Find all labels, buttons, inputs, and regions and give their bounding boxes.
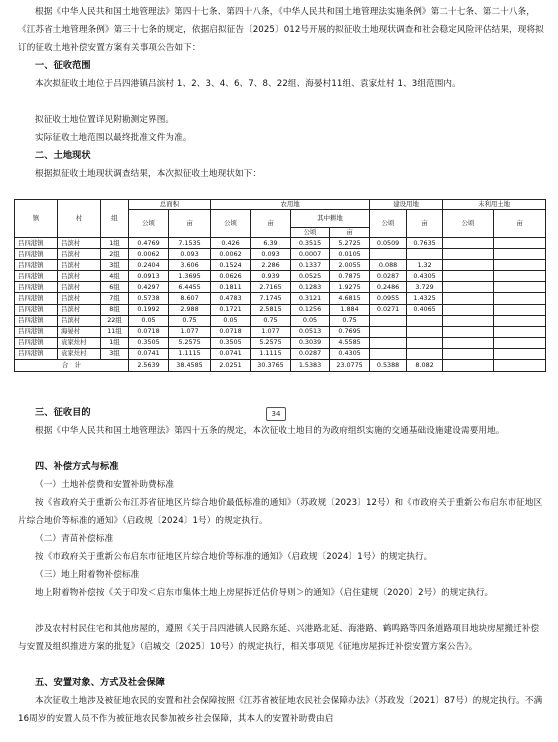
table-total-row [15,360,546,372]
section-1-title: 一、征收范围 [35,60,91,71]
table-cell: 0.3505 [129,337,169,348]
table-cell [443,249,494,260]
table-cell: 1.5383 [291,360,330,372]
table-cell: 2.0251 [211,360,251,372]
table-cell: 7.1535 [169,238,211,249]
table-cell [443,260,494,271]
table-cell: 2.0055 [330,260,370,271]
section-4-paragraph-4: 涉及农村村民住宅和其他房屋的，遵照《关于吕四港镇人民路东延、兴港路北延、海港路、鹤鸣路等四条道路项目地块房屋搬迁补偿与安置及组织推进方案的批复》（启城交〔2025〕10号）的规定执行，相关事项见《征地房屋拆迁补偿安置方案公告》。 [18,624,540,652]
table-cell: 0.5738 [129,293,169,304]
table-cell: 吕四港镇 [15,293,58,304]
header-town: 镇 [15,200,58,238]
table-cell: 0.0913 [129,271,169,282]
table-cell: 吕滨村 [58,304,101,315]
unit-mu: 亩 [169,210,211,238]
table-cell: 0.0105 [330,249,370,260]
table-cell [494,249,546,260]
table-cell: 0.4769 [129,238,169,249]
header-village: 村 [58,200,101,238]
table-cell: 0.1811 [211,282,251,293]
table-cell: 0.7695 [330,326,370,337]
table-cell [443,282,494,293]
table-cell: 0.0741 [211,348,251,359]
table-cell [443,271,494,282]
section-2-paragraph-1: 根据拟征收土地现状调查结果，本次拟征收土地现状如下： [35,169,262,179]
table-cell: 0.093 [169,249,211,260]
table-cell: 8组 [101,304,129,315]
intro-paragraph: 根据《中华人民共和国土地管理法》第四十七条、第四十八条，《中华人民共和国土地管理法实施条例》第二十七条、第二十八条，《江苏省土地管理条例》第三十七条的规定，依据启拟征告〔2025〕012号开展的拟征收土地现状调查和社会稳定风险评估结果，现将拟订的征收土地补偿安置方案有关事项公告如下： [18,7,544,53]
table-cell: 1组 [101,337,129,348]
table-cell [443,326,494,337]
table-cell: 吕滨村 [58,315,101,326]
table-cell [494,271,546,282]
table-row [15,348,546,359]
unit-hectare: 公顷 [129,210,169,238]
table-cell: 2.5639 [129,360,169,372]
table-cell: 0.1283 [291,282,330,293]
table-cell: 0.1992 [129,304,169,315]
table-cell: 2组 [101,249,129,260]
table-row [15,282,546,293]
table-cell: 4.5585 [330,337,370,348]
table-cell: 0.7875 [330,271,370,282]
table-row [15,293,546,304]
section-4-paragraph-3: 地上附着物补偿按《关于印发＜启东市集体土地上房屋拆迁估价导则＞的通知》（启住建规〔2020〕2号）的规定执行。 [35,588,494,598]
table-cell: 1.077 [251,326,291,337]
table-cell: 7组 [101,293,129,304]
table-cell [494,282,546,293]
table-cell: 2.286 [251,260,291,271]
unit-hectare: 公顷 [211,210,251,238]
table-cell: 0.3039 [291,337,330,348]
total-label: 合 计 [15,360,129,372]
table-cell: 1.1115 [169,348,211,359]
table-cell: 1.077 [169,326,211,337]
table-cell: 2.5815 [251,304,291,315]
table-cell [494,260,546,271]
header-farmland: 农用地 [211,200,370,210]
table-cell: 袁家灶村 [58,337,101,348]
page-number-badge[interactable]: 34 [266,407,286,421]
table-cell: 0.088 [370,260,407,271]
table-cell: 4.6815 [330,293,370,304]
table-cell: 0.5388 [370,360,407,372]
table-cell [407,348,443,359]
table-cell: 3组 [101,348,129,359]
table-cell [494,293,546,304]
section-4-sub-1: （一）土地补偿费和安置补助费标准 [35,480,175,490]
table-cell: 1.1115 [251,348,291,359]
table-cell: 0.1256 [291,304,330,315]
table-cell: 0.0509 [370,238,407,249]
section-3-title: 三、征收目的 [35,407,91,418]
table-cell: 0.4783 [211,293,251,304]
section-1-paragraph-2: 拟征收土地位置详见附勘测定界图。 [35,115,175,125]
table-cell: 吕滨村 [58,260,101,271]
table-cell: 吕四港镇 [15,271,58,282]
table-cell: 吕四港镇 [15,238,58,249]
table-cell: 0.4065 [407,304,443,315]
header-construction-land: 建设用地 [370,200,443,210]
table-cell: 3.729 [407,282,443,293]
table-cell: 海晏村 [58,326,101,337]
unit-hectare: 公顷 [443,210,494,238]
land-status-table [14,199,546,372]
unit-mu: 亩 [330,228,370,238]
section-4-sub-2: （二）青苗补偿标准 [35,534,114,544]
table-cell: 0.4305 [407,271,443,282]
table-cell: 5.2725 [330,238,370,249]
table-cell: 6.4455 [169,282,211,293]
table-cell [443,315,494,326]
table-cell: 11组 [101,326,129,337]
table-cell: 吕四港镇 [15,348,58,359]
table-cell: 0.3121 [291,293,330,304]
table-cell: 0.0741 [129,348,169,359]
table-cell: 0.75 [169,315,211,326]
table-cell [494,326,546,337]
table-row [15,271,546,282]
table-cell: 0.0955 [370,293,407,304]
table-cell: 吕滨村 [58,249,101,260]
table-cell: 0.4305 [330,348,370,359]
header-of-which-cultivated: 其中耕地 [291,210,370,228]
table-row [15,337,546,348]
table-cell [494,337,546,348]
table-cell: 3.606 [169,260,211,271]
table-cell [443,348,494,359]
table-cell: 0.75 [251,315,291,326]
table-cell: 30.3765 [251,360,291,372]
section-4-sub-3: （三）地上附着物补偿标准 [35,570,140,580]
table-cell: 吕四港镇 [15,326,58,337]
table-cell [494,315,546,326]
section-5-paragraph-1: 本次征收土地涉及被征地农民的安置和社会保障按照《江苏省被征地农民社会保障办法》（苏政发〔2021〕87号）的规定执行。不满16周岁的安置人员不作为被征地农民参加被乡社会保障，其本人的安置补助费由启 [18,696,543,724]
table-cell: 1.32 [407,260,443,271]
table-cell: 5.2575 [251,337,291,348]
table-cell [494,238,546,249]
table-cell: 0.939 [251,271,291,282]
table-cell: 袁家灶村 [58,348,101,359]
section-4-paragraph-2: 按《市政府关于重新公布启东市征地区片综合地价等标准的通知》（启政规〔2024〕1号）的规定执行。 [35,552,433,562]
table-cell [443,238,494,249]
table-cell: 0.7635 [407,238,443,249]
table-cell: 0.2404 [129,260,169,271]
table-cell: 吕滨村 [58,238,101,249]
table-cell [407,337,443,348]
table-cell [443,337,494,348]
table-cell: 2.7165 [251,282,291,293]
table-cell: 0.0287 [370,271,407,282]
table-cell: 0.093 [251,249,291,260]
section-1-paragraph-1: 本次拟征收土地位于吕四港镇吕滨村 1、2、3、4、6、7、8、22组、海晏村11组、袁家灶村 1、3组范围内。 [35,79,461,89]
table-cell: 0.75 [330,315,370,326]
table-cell: 0.4297 [129,282,169,293]
table-cell: 0.0718 [129,326,169,337]
table-cell: 0.0525 [291,271,330,282]
table-cell: 吕滨村 [58,271,101,282]
section-4-paragraph-1: 按《省政府关于重新公布江苏省征地区片综合地价最低标准的通知》（苏政规〔2023〕12号）和《市政府关于重新公布启东市征地区片综合地价等标准的通知》（启政规〔2024〕1号）的规定执行。 [18,498,543,526]
unit-mu: 亩 [407,210,443,238]
table-cell: 8.082 [407,360,443,372]
table-cell: 1.4325 [407,293,443,304]
table-cell [443,293,494,304]
table-cell [407,326,443,337]
table-cell [494,348,546,359]
table-cell: 7.1745 [251,293,291,304]
table-row [15,304,546,315]
table-cell: 2.988 [169,304,211,315]
table-row [15,249,546,260]
table-cell: 1.3695 [169,271,211,282]
table-cell: 0.0513 [291,326,330,337]
section-4-title: 四、补偿方式与标准 [35,461,119,472]
table-cell: 1.9275 [330,282,370,293]
header-group: 组 [101,200,129,238]
table-row [15,326,546,337]
table-cell: 6组 [101,282,129,293]
table-cell: 22组 [101,315,129,326]
table-cell [370,315,407,326]
table-cell: 吕滨村 [58,293,101,304]
unit-hectare: 公顷 [370,210,407,238]
table-cell: 吕四港镇 [15,337,58,348]
table-cell: 6.39 [251,238,291,249]
table-cell [407,315,443,326]
table-cell: 0.0718 [211,326,251,337]
table-cell [370,337,407,348]
section-5-title: 五、安置对象、方式及社会保障 [35,677,166,688]
table-cell: 0.1337 [291,260,330,271]
table-cell: 吕滨村 [58,282,101,293]
table-cell: 0.0007 [291,249,330,260]
table-cell: 0.426 [211,238,251,249]
header-unused-land: 未利用土地 [443,200,546,210]
section-1-paragraph-3: 实际征收土地范围以最终批准文件为准。 [35,133,192,143]
table-cell: 38.4585 [169,360,211,372]
table-cell [494,360,546,372]
table-cell: 8.607 [169,293,211,304]
table-cell [370,249,407,260]
unit-hectare: 公顷 [291,228,330,238]
table-cell: 0.3515 [291,238,330,249]
table-cell: 0.05 [129,315,169,326]
table-body [15,238,546,360]
table-row [15,260,546,271]
table-cell [494,304,546,315]
table-cell: 1组 [101,238,129,249]
table-cell: 5.2575 [169,337,211,348]
table-cell: 0.0287 [291,348,330,359]
section-2-title: 二、土地现状 [35,150,91,161]
unit-mu: 亩 [494,210,546,238]
table-cell [370,348,407,359]
table-cell: 0.0062 [211,249,251,260]
table-cell: 0.3505 [211,337,251,348]
table-cell: 吕四港镇 [15,304,58,315]
table-cell: 吕四港镇 [15,315,58,326]
table-cell: 吕四港镇 [15,260,58,271]
table-cell: 0.1524 [211,260,251,271]
table-cell: 23.0775 [330,360,370,372]
table-cell [407,249,443,260]
table-cell: 0.0626 [211,271,251,282]
table-cell: 0.0062 [129,249,169,260]
table-cell: 0.05 [211,315,251,326]
table-cell: 3组 [101,260,129,271]
table-cell [370,326,407,337]
table-row [15,238,546,249]
table-cell [443,304,494,315]
table-row [15,315,546,326]
table-cell: 吕四港镇 [15,282,58,293]
section-3-paragraph-1: 根据《中华人民共和国土地管理法》第四十五条的规定，本次征收土地目的为政府组织实施的交通基础设施建设需要用地。 [35,426,505,436]
table-cell: 1.884 [330,304,370,315]
table-cell: 0.2486 [370,282,407,293]
table-cell: 0.0271 [370,304,407,315]
table-cell: 4组 [101,271,129,282]
table-cell: 0.1721 [211,304,251,315]
header-total-area: 总面积 [129,200,211,210]
table-cell: 0.05 [291,315,330,326]
table-cell: 吕四港镇 [15,249,58,260]
table-cell [443,360,494,372]
unit-mu: 亩 [251,210,291,238]
